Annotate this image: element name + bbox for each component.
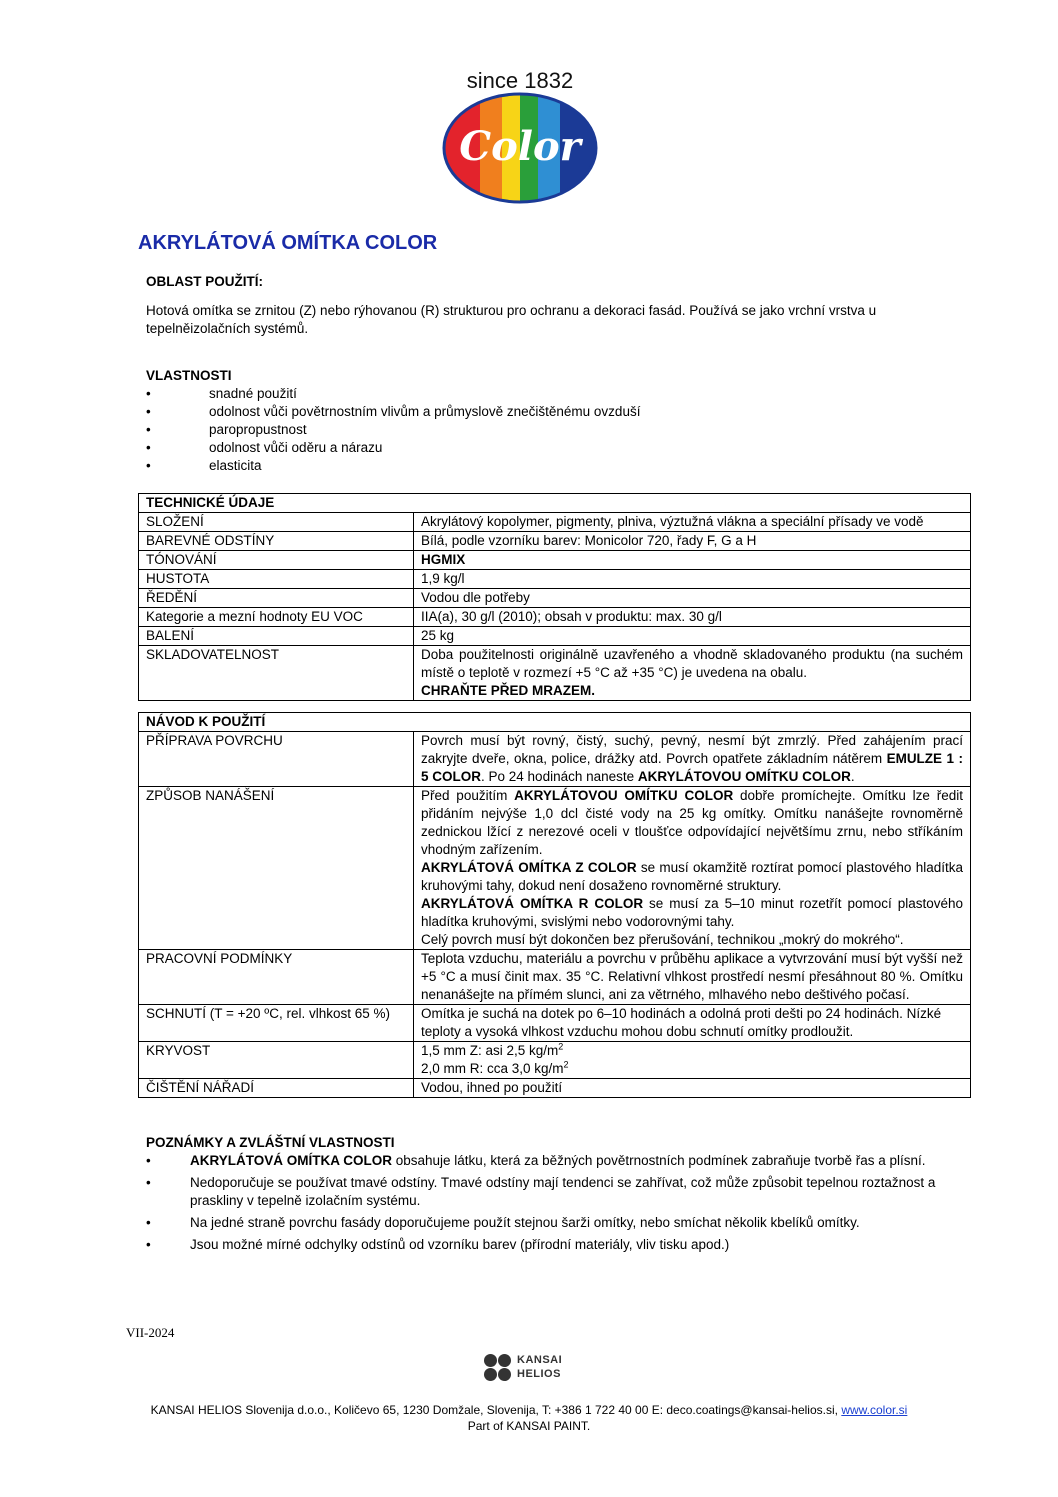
logo-since-text: since 1832 (466, 68, 574, 93)
table-row: TÓNOVÁNÍ HGMIX (139, 551, 971, 570)
table-row: SKLADOVATELNOST Doba použitelnosti originálně uzavřeného a vhodně skladovaného produktu (na suchém místě o teplotě v rozmezí +5 °C až +35 °C) je uvedena na obalu. CHRAŇTE PŘED MRAZEM. (139, 646, 971, 701)
properties-list (146, 385, 640, 475)
list-item: • AKRYLÁTOVÁ OMÍTKA COLOR obsahuje látku, která za běžných povětrnostních podmínek zabraňuje tvorbě řas a plísní. (146, 1152, 936, 1170)
kansai-helios-logo: KANSAI HELIOS (484, 1353, 584, 1383)
table-row: KRYVOST 1,5 mm Z: asi 2,5 $kg/m^2$ 2,0 mm R: cca 3,0 $kg/m^2$ (139, 1042, 971, 1079)
color-logo (440, 62, 600, 206)
tech-data-table (138, 493, 971, 701)
list-item: • elasticita (146, 457, 640, 475)
properties-heading: VLASTNOSTI (146, 368, 232, 383)
table-row: PRACOVNÍ PODMÍNKY Teplota vzduchu, materiálu a povrchu v průběhu aplikace a vytvrzování musí být vyšší než +5 °C a musí činit max. 35 °C. Relativní vlhkost prostředí nesmí přesáhnout 80 %. Omítku nenanášejte na přímém slunci, ani za větrného, mlhavého nebo deštivého počasí. (139, 950, 971, 1005)
table-row: HUSTOTA 1,9 kg/l (139, 570, 971, 589)
logo-brand-text: Color (459, 123, 581, 170)
table-row: SCHNUTÍ (T = +20 ºC, rel. vlhkost 65 %) Omítka je suchá na dotek po 6–10 hodinách a odolná proti dešti po 24 hodinách. Nízké teploty a vysoká vlhkost vzduchu mohou dobu schnutí omítky prodloužit. (139, 1005, 971, 1042)
table-row: BALENÍ 25 kg (139, 627, 971, 646)
notes-heading: POZNÁMKY A ZVLÁŠTNÍ VLASTNOSTI (146, 1135, 395, 1150)
table-row: ČIŠTĚNÍ NÁŘADÍ Vodou, ihned po použití (139, 1079, 971, 1098)
list-item: • odolnost vůči oděru a nárazu (146, 439, 640, 457)
tech-heading: TECHNICKÉ ÚDAJE (139, 494, 971, 513)
frost-warning: CHRAŇTE PŘED MRAZEM. (421, 683, 595, 698)
usage-heading: OBLAST POUŽITÍ: (146, 274, 263, 289)
product-title: AKRYLÁTOVÁ OMÍTKA COLOR (138, 232, 438, 254)
website-link[interactable]: www.color.si (841, 1403, 908, 1417)
table-row: SLOŽENÍ Akrylátový kopolymer, pigmenty, plniva, výztužná vlákna a speciální přísady ve vodě (139, 513, 971, 532)
table-row: PŘÍPRAVA POVRCHU Povrch musí být rovný, čistý, suchý, pevný, nesmí být zmrzlý. Před zahájením prací zakryjte dveře, okna, police, drážky atd. Povrch opatřete základním nátěrem EMULZE 1 : 5 COLOR. Po 24 hodinách naneste AKRYLÁTOVOU OMÍTKU COLOR. (139, 732, 971, 787)
version-label: VII-2024 (126, 1325, 175, 1340)
footer: KANSAI HELIOS Slovenija d.o.o., Količevo 65, 1230 Domžale, Slovenija, T: +386 1 722 40 00 E: deco.coatings@kansai-helios.si, www.color.si Part of KANSAI PAINT. (150, 1403, 908, 1433)
table-row: BAREVNÉ ODSTÍNY Bílá, podle vzorníku barev: Monicolor 720, řady F, G a H (139, 532, 971, 551)
guide-heading: NÁVOD K POUŽITÍ (139, 713, 971, 732)
table-row: ŘEDĚNÍ Vodou dle potřeby (139, 589, 971, 608)
usage-guide-table (138, 712, 971, 1098)
list-item: • snadné použití (146, 385, 640, 403)
list-item: • Jsou možné mírné odchylky odstínů od vzorníku barev (přírodní materiály, vliv tisku apod.) (146, 1236, 936, 1254)
list-item: • odolnost vůči povětrnostním vlivům a průmyslově znečištěnému ovzduší (146, 403, 640, 421)
list-item: • Na jedné straně povrchu fasády doporučujeme použít stejnou šarži omítky, nebo smíchat několik kbelíků omítky. (146, 1214, 936, 1232)
table-row: Kategorie a mezní hodnoty EU VOC IIA(a), 30 g/l (2010); obsah v produktu: max. 30 g/l (139, 608, 971, 627)
list-item: • Nedoporučuje se používat tmavé odstíny. Tmavé odstíny mají tendenci se zahřívat, což může způsobit tepelnou roztažnost a praskliny v tepelně izolačním systému. (146, 1174, 936, 1210)
usage-text: Hotová omítka se zrnitou (Z) nebo rýhovanou (R) strukturou pro ochranu a dekoraci fasád. Používá se jako vrchní vrstva u tepelněizolačních systémů. (146, 303, 877, 336)
list-item: • paropropustnost (146, 421, 640, 439)
table-row: ZPŮSOB NANÁŠENÍ Před použitím AKRYLÁTOVOU OMÍTKU COLOR dobře promíchejte. Omítku lze ředit přidáním nejvýše 1,0 dcl čisté vody na 25 kg omítky. Omítku nanášejte rovnoměrně zednickou lžící z nerezové oceli v tloušťce odpovídající největšímu zrnu, nebo stříkáním vhodným zařízením. AKRYLÁTOVÁ OMÍTKA Z COLOR se musí okamžitě roztírat pomocí plastového hladítka kruhovými tahy, dokud není dosaženo rovnoměrné struktury. AKRYLÁTOVÁ OMÍTKA R COLOR se musí za 5–10 minut rozetřít pomocí plastového hladítka kruhovými, svislými nebo vodorovnými tahy. Celý povrch musí být dokončen bez přerušování, technikou „mokrý do mokrého“. (139, 787, 971, 950)
notes-list (146, 1152, 936, 1258)
